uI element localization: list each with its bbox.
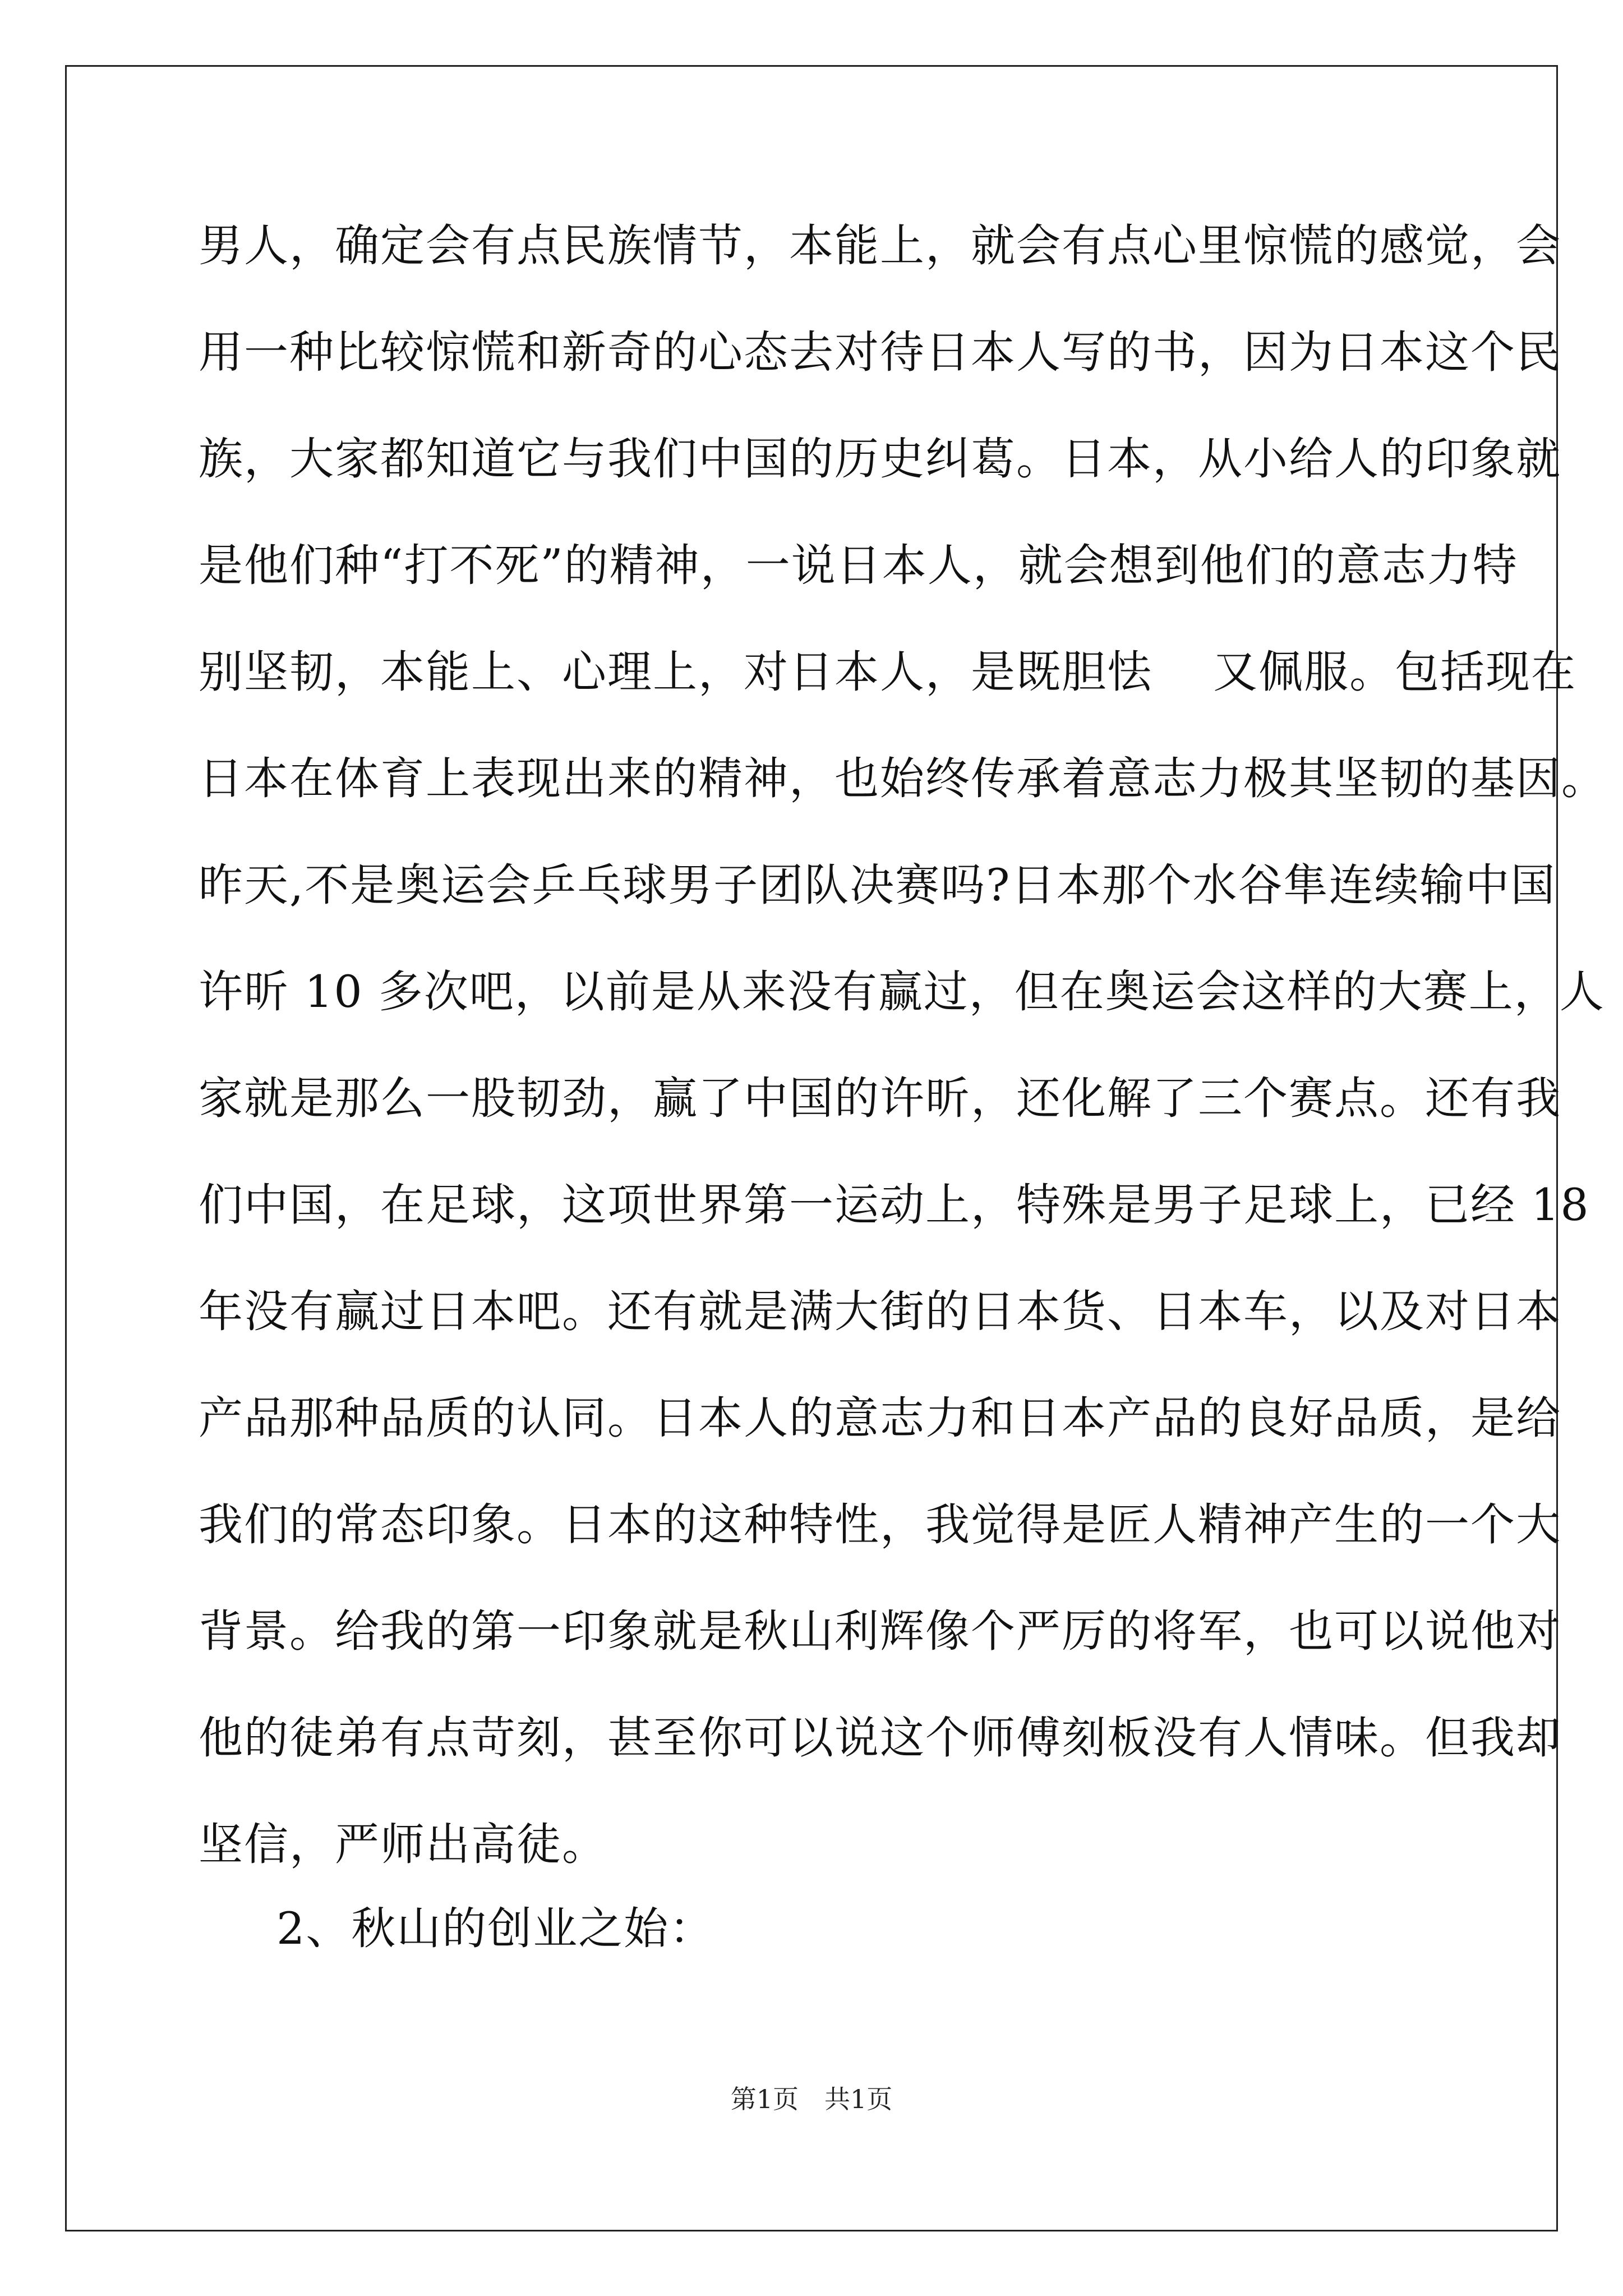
text-line: 族，大家都知道它与我们中国的历史纠葛。日本，从小给人的印象就 xyxy=(199,433,1561,485)
text-line: 男人，确定会有点民族情节，本能上，就会有点心里惊慌的感觉，会 xyxy=(199,220,1561,272)
page-number-footer: 第1页 共1页 xyxy=(730,2084,893,2114)
text-line: 年没有赢过日本吧。还有就是满大街的日本货、日本车，以及对日本 xyxy=(199,1286,1561,1337)
text-line: 我们的常态印象。日本的这种特性，我觉得是匠人精神产生的一个大 xyxy=(199,1499,1561,1550)
text-line: 日本在体育上表现出来的精神，也始终传承着意志力极其坚韧的基因。 xyxy=(199,753,1607,804)
text-line: 们中国，在足球，这项世界第一运动上，特殊是男子足球上，已经 18 xyxy=(199,1179,1590,1231)
text-line: 他的徒弟有点苛刻，甚至你可以说这个师傅刻板没有人情味。但我却 xyxy=(199,1712,1561,1764)
text-line: 用一种比较惊慌和新奇的心态去对待日本人写的书，因为日本这个民 xyxy=(199,326,1561,378)
text-line: 坚信，严师出高徒。 xyxy=(199,1819,607,1870)
text-line: 是他们种“打不死”的精神，一说日本人，就会想到他们的意志力特 xyxy=(199,540,1518,591)
text-line: 昨天,不是奥运会乒乓球男子团队决赛吗?日本那个水谷隼连续输中国 xyxy=(199,859,1556,911)
section-heading: 2、秋山的创业之始： xyxy=(276,1903,715,1954)
text-line: 产品那种品质的认同。日本人的意志力和日本产品的良好品质，是给 xyxy=(199,1392,1561,1444)
body-paragraph xyxy=(199,215,1607,1920)
text-line: 背景。给我的第一印象就是秋山利辉像个严厉的将军，也可以说他对 xyxy=(199,1605,1561,1657)
text-line: 别坚韧，本能上、心理上，对日本人，是既胆怯 又佩服。包括现在 xyxy=(199,646,1577,698)
text-line: 家就是那么一股韧劲，赢了中国的许昕，还化解了三个赛点。还有我 xyxy=(199,1073,1561,1124)
text-line: 许昕 10 多次吧，以前是从来没有赢过，但在奥运会这样的大赛上，人 xyxy=(199,966,1605,1018)
